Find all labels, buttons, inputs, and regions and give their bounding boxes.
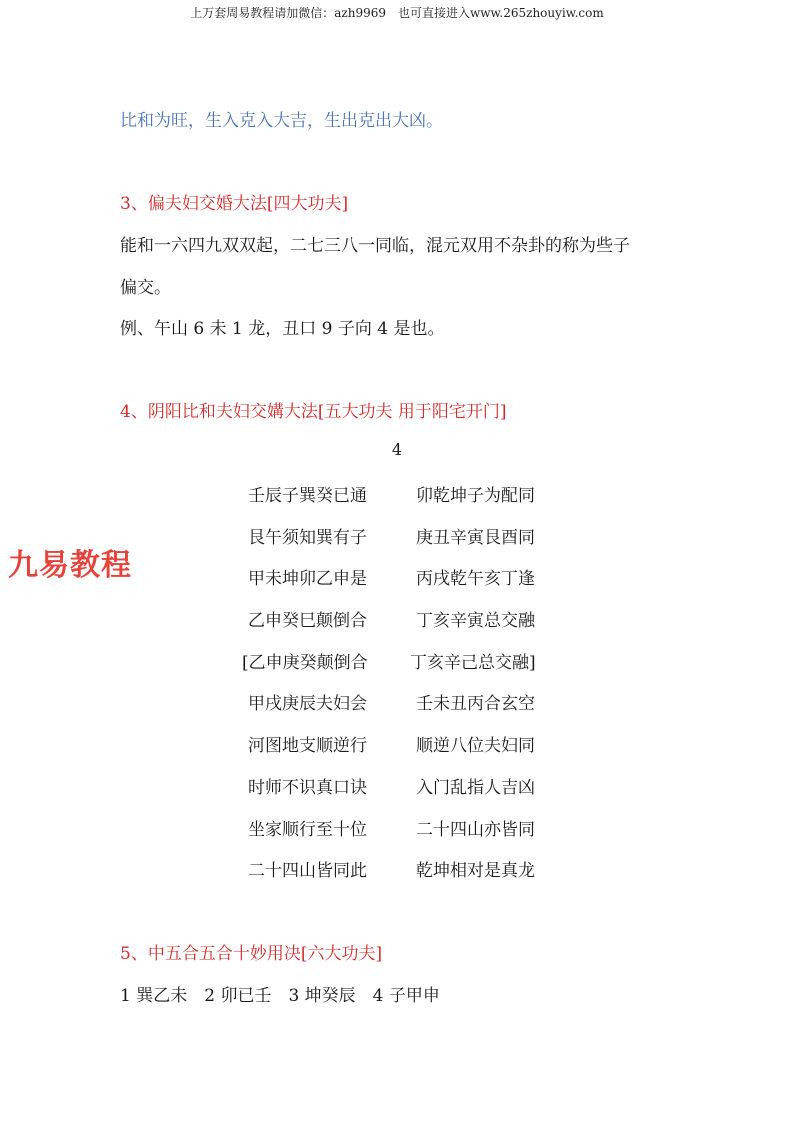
verse-left: 甲戌庚辰夫妇会 (248, 694, 367, 714)
verse-left: 壬辰子巽癸已通 (248, 486, 367, 506)
verse-left: 二十四山皆同此 (248, 861, 367, 881)
verse-right: 顺逆八位夫妇同 (416, 736, 535, 756)
verse-left: [乙申庚癸颠倒合 (242, 653, 368, 673)
verse-left: 乙申癸巳颠倒合 (248, 611, 367, 631)
verse-right: 壬未丑丙合玄空 (416, 694, 535, 714)
section4-title: 4、阴阳比和夫妇交媾大法[五大功夫 用于阳宅开门] (120, 402, 507, 422)
verse-right: 丙戌乾午亥丁逢 (416, 569, 535, 589)
verse-left: 时师不识真口诀 (248, 778, 367, 798)
intro-line: 比和为旺，生入克入大吉，生出克出大凶。 (120, 111, 443, 131)
section3-title: 3、偏夫妇交婚大法[四大功夫] (120, 194, 349, 214)
verse-right: 二十四山亦皆同 (416, 820, 535, 840)
section5-body: 1 巽乙未 2 卯已壬 3 坤癸辰 4 子甲申 (120, 986, 440, 1006)
verse-right: 乾坤相对是真龙 (416, 861, 535, 881)
page-header: 上万套周易教程请加微信：azh9969 也可直接进入www.265zhouyiw.com (190, 6, 604, 20)
section3-example: 例、午山 6 未 1 龙，丑口 9 子向 4 是也。 (120, 319, 445, 339)
verse-right: 卯乾坤子为配同 (416, 486, 535, 506)
page-number: 4 (391, 440, 403, 459)
verse-left: 河图地支顺逆行 (248, 736, 367, 756)
verse-left: 甲未坤卯乙申是 (248, 569, 367, 589)
watermark-logo: 九易教程 (8, 548, 132, 583)
section3-body-1: 能和一六四九双双起，二七三八一同临，混元双用不杂卦的称为些子 (120, 236, 630, 256)
verse-right: 丁亥辛己总交融] (410, 653, 536, 673)
section3-body-2: 偏交。 (120, 278, 171, 298)
verse-left: 艮午须知巽有子 (248, 528, 367, 548)
section5-title: 5、中五合五合十妙用决[六大功夫] (120, 944, 383, 964)
verse-right: 入门乱指人吉凶 (416, 778, 535, 798)
verse-right: 丁亥辛寅总交融 (416, 611, 535, 631)
verse-left: 坐家顺行至十位 (248, 820, 367, 840)
verse-right: 庚丑辛寅艮酉同 (416, 528, 535, 548)
